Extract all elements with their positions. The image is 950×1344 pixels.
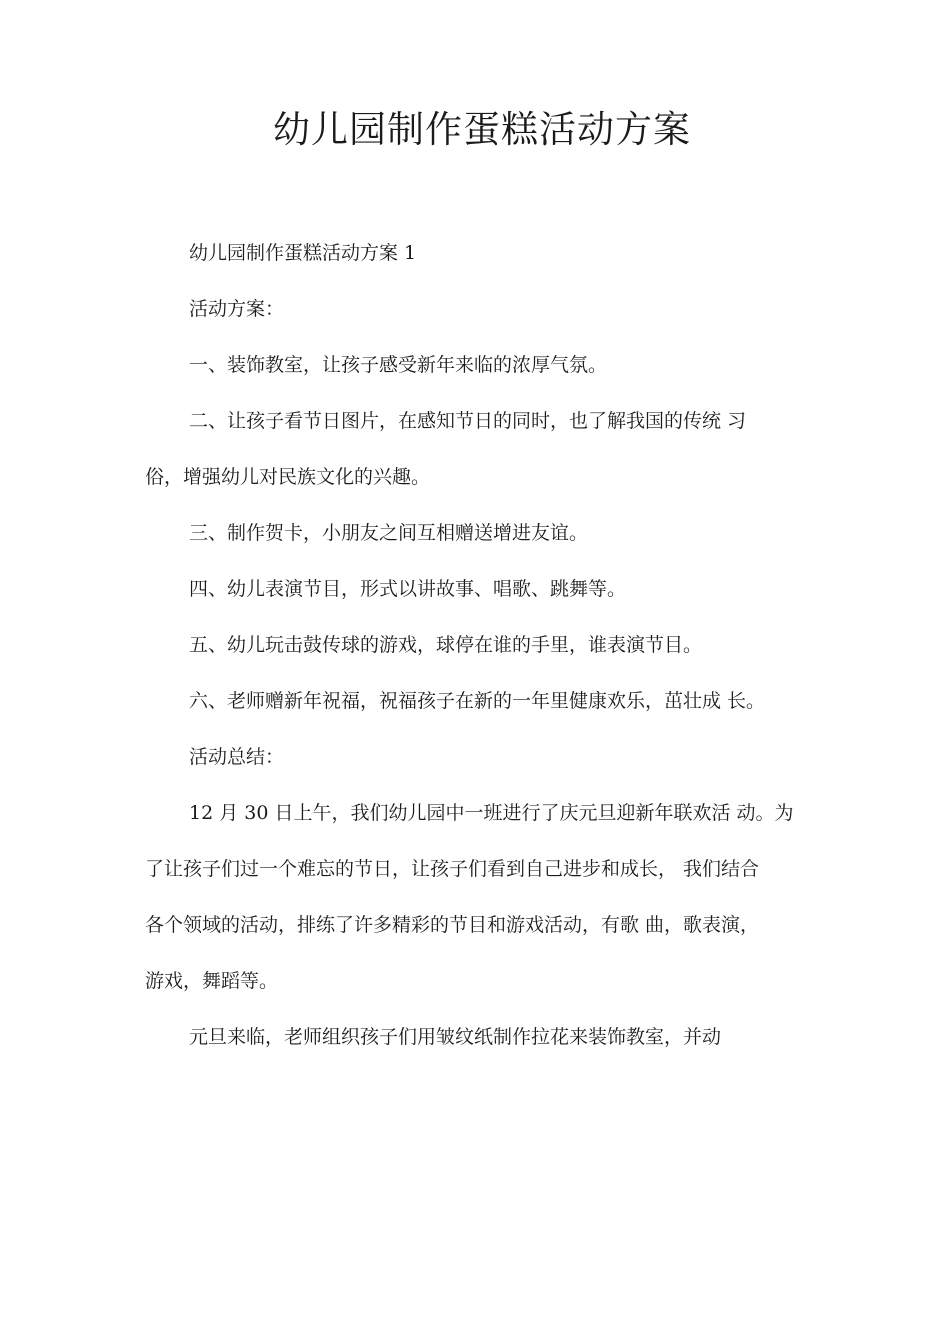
plan-item-2-continued: 俗，增强幼儿对民族文化的兴趣。 <box>145 466 431 488</box>
plan-item-4: 四、幼儿表演节目，形式以讲故事、唱歌、跳舞等。 <box>189 578 627 600</box>
summary-paragraph-1-line-1: 12 月 30 日上午，我们幼儿园中一班进行了庆元旦迎新年联欢活 动。为 <box>189 802 794 824</box>
plan-item-2: 二、让孩子看节日图片，在感知节日的同时，也了解我国的传统 习 <box>189 410 747 432</box>
plan-item-6: 六、老师赠新年祝福，祝福孩子在新的一年里健康欢乐，茁壮成 长。 <box>189 690 766 712</box>
summary-paragraph-1-line-3: 各个领域的活动，排练了许多精彩的节目和游戏活动，有歌 曲，歌表演， <box>145 914 760 936</box>
summary-paragraph-2-line-1: 元旦来临，老师组织孩子们用皱纹纸制作拉花来装饰教室，并动 <box>189 1026 722 1048</box>
summary-paragraph-1-line-4: 游戏，舞蹈等。 <box>145 970 279 992</box>
summary-paragraph-1-line-2: 了让孩子们过一个难忘的节日，让孩子们看到自己进步和成长， 我们结合 <box>145 858 760 880</box>
document-title: 幼儿园制作蛋糕活动方案 <box>273 108 691 151</box>
plan-item-3: 三、制作贺卡，小朋友之间互相赠送增进友谊。 <box>189 522 589 544</box>
section-heading-plan: 活动方案： <box>189 298 285 320</box>
subtitle-line: 幼儿园制作蛋糕活动方案 1 <box>189 242 417 264</box>
section-heading-summary: 活动总结： <box>189 746 285 768</box>
plan-item-1: 一、装饰教室，让孩子感受新年来临的浓厚气氛。 <box>189 354 608 376</box>
plan-item-5: 五、幼儿玩击鼓传球的游戏，球停在谁的手里，谁表演节目。 <box>189 634 703 656</box>
